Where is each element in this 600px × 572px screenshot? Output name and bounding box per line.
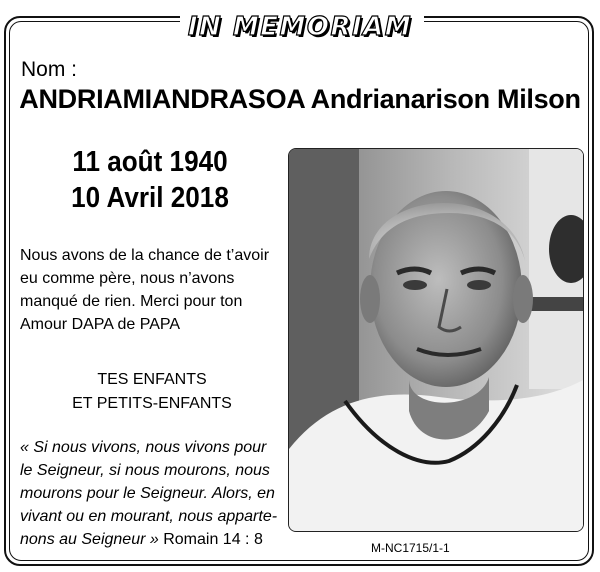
quote-end: nons au Seigneur »: [20, 531, 159, 548]
name-label: Nom :: [21, 58, 78, 81]
portrait-photo: [288, 148, 584, 532]
reference-code: M-NC1715/1-1: [371, 541, 450, 555]
bible-quote: [20, 436, 284, 551]
quote-line: « Si nous vivons, nous vivons pour: [20, 439, 267, 456]
quote-line: [20, 528, 284, 551]
birth-date: 11 août 1940: [72, 146, 228, 178]
signers-line-1: TES ENFANTS: [97, 371, 207, 388]
deceased-name: ANDRIAMIANDRASOA Andrianarison Milson: [19, 84, 581, 114]
message-line: Nous avons de la chance de t’avoir: [20, 247, 270, 264]
page-title: IN MEMORIAM: [187, 12, 413, 42]
signers-line-2: ET PETITS-ENFANTS: [72, 395, 232, 412]
message-line: eu comme père, nous n’avons: [20, 270, 235, 287]
quote-reference: Romain 14 : 8: [158, 531, 263, 548]
quote-line: vivant ou en mourant, nous apparte-: [20, 508, 278, 525]
quote-line: mourons pour le Seigneur. Alors, en: [20, 485, 275, 502]
quote-line: le Seigneur, si nous mourons, nous: [20, 462, 270, 479]
message-line: Amour DAPA de PAPA: [20, 316, 181, 333]
message-line: manqué de rien. Merci pour ton: [20, 293, 243, 310]
death-date: 10 Avril 2018: [71, 182, 229, 214]
message-paragraph: [20, 244, 284, 336]
portrait-illustration: [289, 149, 584, 532]
